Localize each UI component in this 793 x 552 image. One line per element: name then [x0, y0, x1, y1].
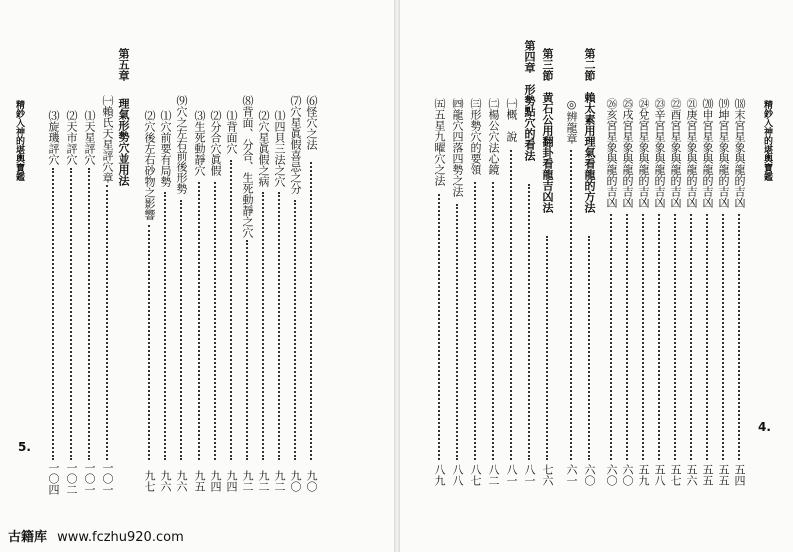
toc-page: 九二 — [257, 470, 270, 492]
toc-page: 八一 — [523, 464, 536, 486]
toc-entry: ㉕戌宮星象與龍的吉凶 — [621, 98, 634, 208]
toc-page: 九七 — [143, 470, 156, 492]
toc-page: 五七 — [669, 464, 682, 486]
toc-page: 一〇一 — [83, 462, 96, 495]
toc-page: 六〇 — [621, 464, 634, 486]
toc-entry: ◎辨龍章 — [565, 98, 578, 144]
toc-page: 九四 — [225, 470, 238, 492]
toc-entry: ㈠概 說 — [505, 98, 518, 142]
toc-entry: ⑴背面穴 — [225, 110, 238, 154]
leader-dots — [690, 214, 694, 460]
toc-entry: ㉔兌宮星象與龍的吉凶 — [637, 98, 650, 208]
toc-entry: ⑴四貝三法之穴 — [273, 110, 286, 187]
toc-entry: ㈣龍穴四落四勢之法 — [451, 98, 464, 197]
toc-entry: ⑴天星評穴 — [83, 110, 96, 165]
chapter-5-title: 理氣形勢穴並用法 — [117, 98, 130, 186]
toc-entry: ⑻背面、分合、生死動靜之穴 — [241, 95, 254, 238]
toc-entry: ㈤五星九曜穴之法 — [433, 98, 446, 186]
toc-entry: ⑶生死動靜穴 — [193, 110, 206, 176]
leader-dots — [738, 214, 742, 460]
toc-entry: ㈠賴氏天星評穴章 — [101, 95, 114, 183]
toc-entry: ㉓辛宮星象與龍的吉凶 — [653, 98, 666, 208]
leader-dots — [106, 185, 110, 460]
toc-page: 五五 — [717, 464, 730, 486]
toc-page: 五六 — [685, 464, 698, 486]
toc-page: 一〇一 — [101, 462, 114, 495]
toc-page: 九〇 — [289, 470, 302, 492]
toc-page: 八九 — [433, 464, 446, 486]
toc-page: 八一 — [505, 464, 518, 486]
section-2-heading: 第二節 賴太素用理氣看龍的方法 — [583, 48, 596, 213]
toc-page: 九二 — [273, 470, 286, 492]
section-3-heading: 第三節 黄石公用翻卦看龍吉凶法 — [541, 48, 554, 213]
leader-dots — [570, 150, 574, 460]
toc-entry: ⒆坤宮星象與龍的吉凶 — [717, 98, 730, 208]
leader-dots — [164, 192, 168, 460]
toc-page: 七六 — [541, 464, 554, 486]
leader-dots — [278, 192, 282, 460]
watermark-site-name: 古籍库 — [8, 530, 48, 545]
leader-dots — [262, 192, 266, 460]
leader-dots — [626, 214, 630, 460]
right-page-header: 精鈔入神的堪輿寶鑑 — [762, 100, 772, 181]
site-watermark — [8, 526, 184, 545]
leader-dots — [294, 200, 298, 460]
left-page-number: 5. — [18, 440, 31, 454]
leader-dots — [246, 240, 250, 460]
toc-page: 五八 — [653, 464, 666, 486]
toc-page: 九五 — [193, 470, 206, 492]
toc-entry: ㉑庚宮星象與龍的吉凶 — [685, 98, 698, 208]
toc-page: 八七 — [469, 464, 482, 486]
toc-page: 五五 — [701, 464, 714, 486]
toc-page: 九六 — [159, 470, 172, 492]
toc-entry: ⑵分合穴眞假 — [209, 110, 222, 176]
leader-dots — [214, 182, 218, 460]
leader-dots — [642, 214, 646, 460]
page-gutter — [394, 0, 400, 552]
toc-page: 六〇 — [605, 464, 618, 486]
leader-dots — [310, 162, 314, 460]
right-page-number: 4. — [758, 420, 771, 434]
leader-dots — [474, 182, 478, 460]
toc-page: 八二 — [487, 464, 500, 486]
toc-page: 六〇 — [583, 464, 596, 486]
toc-page: 九四 — [209, 470, 222, 492]
leader-dots — [546, 236, 550, 460]
toc-entry: ⑵天市評穴 — [65, 110, 78, 165]
toc-entry: ㈡楊公穴法心鏡 — [487, 98, 500, 175]
toc-page: 一〇四 — [47, 462, 60, 495]
leader-dots — [438, 194, 442, 460]
toc-page: 九六 — [175, 470, 188, 492]
leader-dots — [674, 214, 678, 460]
toc-entry: ⒅末宮星象與龍的吉凶 — [733, 98, 746, 208]
toc-entry: ⑴穴前要有局勢 — [159, 110, 172, 187]
toc-entry: ⑹怪穴之法 — [305, 95, 318, 150]
toc-page: 八八 — [451, 464, 464, 486]
watermark-url: www.fczhu920.com — [57, 530, 184, 545]
leader-dots — [180, 200, 184, 460]
leader-dots — [198, 182, 202, 460]
leader-dots — [510, 150, 514, 460]
leader-dots — [610, 214, 614, 460]
leader-dots — [148, 225, 152, 460]
leader-dots — [230, 160, 234, 460]
leader-dots — [588, 236, 592, 460]
toc-page: 九二 — [241, 470, 254, 492]
toc-entry: ㈢形勢穴的要領 — [469, 98, 482, 175]
leader-dots — [492, 182, 496, 460]
leader-dots — [528, 184, 532, 460]
toc-entry: ㉖亥宮星象與龍的吉凶 — [605, 98, 618, 208]
chapter-5-label: 第五章 — [117, 48, 130, 81]
leader-dots — [706, 214, 710, 460]
left-page-header: 精鈔入神的堪輿寶鑑 — [14, 100, 24, 181]
toc-entry: ㉒酉宮星象與龍的吉凶 — [669, 98, 682, 208]
toc-page: 五九 — [637, 464, 650, 486]
leader-dots — [456, 204, 460, 460]
toc-page: 一〇二 — [65, 462, 78, 495]
toc-entry: ⑼穴之左右前後形勢 — [175, 95, 188, 194]
chapter-4-heading: 第四章 形勢點穴的看法 — [523, 40, 536, 161]
leader-dots — [722, 214, 726, 460]
toc-page: 六一 — [565, 464, 578, 486]
toc-entry: ⒇申宮星象與龍的吉凶 — [701, 98, 714, 208]
toc-entry: ⑵穴後左右砂物之影響 — [143, 110, 156, 220]
leader-dots — [658, 214, 662, 460]
leader-dots — [88, 168, 92, 460]
toc-page: 五四 — [733, 464, 746, 486]
toc-page: 九〇 — [305, 470, 318, 492]
toc-entry: ⑺穴星眞假喜忌之分 — [289, 95, 302, 194]
leader-dots — [52, 168, 56, 460]
toc-entry: ⑶旋璣評穴 — [47, 110, 60, 165]
toc-entry: ⑵穴星眞假之病 — [257, 110, 270, 187]
leader-dots — [70, 168, 74, 460]
